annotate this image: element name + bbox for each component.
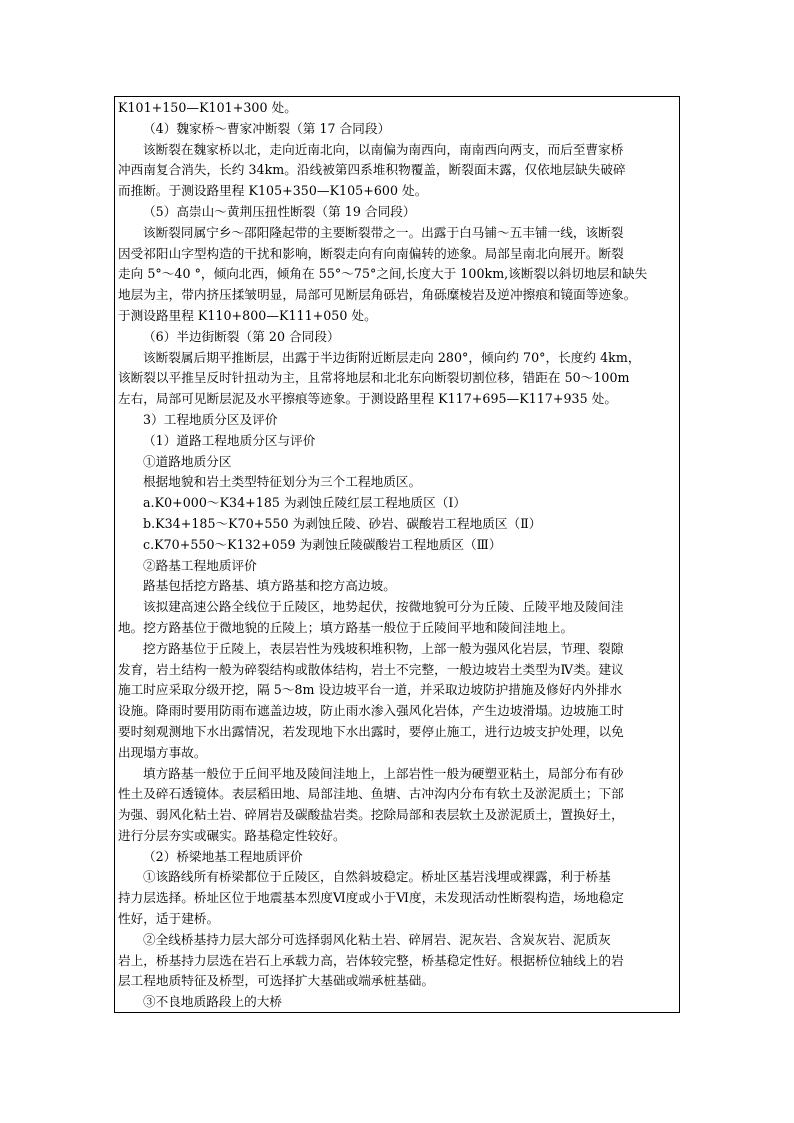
text-line: 冲西南复合消失，长约 34km。沿线被第四系堆积物覆盖，断裂面末露，仅依地层缺失破碎 <box>118 162 626 178</box>
text-line: 3）工程地质分区及评价 <box>143 411 278 427</box>
text-line: 因受祁阳山字型构造的干扰和影响，断裂走向有向南偏转的迹象。局部呈南北向展开。断裂 <box>118 245 624 261</box>
text-line: ③不良地质路段上的大桥 <box>143 994 283 1010</box>
text-line: a.K0+000～K34+185 为剥蚀丘陵红层工程地质区（Ⅰ） <box>143 495 467 511</box>
text-line: c.K70+550～K132+059 为剥蚀丘陵碳酸岩工程地质区（Ⅲ） <box>143 536 502 552</box>
text-line: 岩上，桥基持力层选在岩石上承载力高，岩体较完整，桥基稳定性好。根据桥位轴线上的岩 <box>118 952 624 968</box>
text-line: （1）道路工程地质分区与评价 <box>143 432 316 448</box>
text-line: 于测设路里程 K110+800—K111+050 处。 <box>118 307 377 323</box>
text-line: 层工程地质特征及桥型，可选择扩大基础或端承桩基础。 <box>118 973 435 989</box>
text-line: b.K34+185～K70+550 为剥蚀丘陵、砂岩、碳酸岩工程地质区（Ⅱ） <box>143 515 542 531</box>
text-line: 路基包括挖方路基、填方路基和挖方高边坡。 <box>143 578 396 594</box>
text-line: （5）高崇山～黄荆压扭性断裂（第 19 合同段） <box>143 203 416 219</box>
text-line: ②路基工程地质评价 <box>143 557 257 573</box>
text-line: 地层为主，带内挤压揉皱明显，局部可见断层角砾岩，角砾糜棱岩及逆冲擦痕和镜面等迹象。 <box>118 287 637 303</box>
text-line: 要时刻观测地下水出露情况，若发现地下水出露时，要停止施工，进行边坡支护处理，以免 <box>118 723 624 739</box>
text-line: 出现塌方事故。 <box>118 744 207 760</box>
text-line: 根据地貌和岩土类型特征划分为三个工程地质区。 <box>143 474 422 490</box>
text-line: （4）魏家桥～曹家冲断裂（第 17 合同段） <box>143 120 391 136</box>
text-line: 该断裂同属宁乡～邵阳隆起带的主要断裂带之一。出露于白马铺～五丰铺一线，该断裂 <box>143 224 624 240</box>
text-line: 该断裂以平推呈反时针扭动为主，且常将地层和北北东向断裂切割位移，错距在 50～100m <box>118 370 630 386</box>
text-line: 地。挖方路基位于微地貌的丘陵上；填方路基一般位于丘陵间平地和陵间洼地上。 <box>118 619 574 635</box>
text-line: 该断裂属后期平推断层，出露于半边街附近断层走向 280°，倾向约 70°，长度约 4km， <box>143 349 641 365</box>
document-body <box>118 98 676 1013</box>
text-line: ②全线桥基持力层大部分可选择弱风化粘土岩、碎屑岩、泥灰岩、含炭灰岩、泥质灰 <box>143 931 611 947</box>
text-line: 施工时应采取分级开挖，隔 5～8m 设边坡平台一道，并采取边坡防护措施及修好内外排水 <box>118 682 623 698</box>
text-line: 左右，局部可见断层泥及水平擦痕等迹象。于测设路里程 K117+695—K117+935 处。 <box>118 391 618 407</box>
text-line: 发育，岩土结构一般为碎裂结构或散体结构，岩土不完整，一般边坡岩土类型为Ⅳ类。建议 <box>118 661 624 677</box>
text-line: （2）桥梁地基工程地质评价 <box>143 848 303 864</box>
text-line: 填方路基一般位于丘间平地及陵间洼地上，上部岩性一般为硬塑亚粘土，局部分布有砂 <box>143 765 624 781</box>
text-line: 而推断。于测设路里程 K105+350—K105+600 处。 <box>118 183 428 199</box>
text-line: ①道路地质分区 <box>143 453 232 469</box>
text-line: K101+150—K101+300 处。 <box>118 100 297 115</box>
text-line: 设施。降雨时要用防雨布遮盖边坡，防止雨水渗入强风化岩体，产生边坡滑塌。边坡施工时 <box>118 703 624 719</box>
text-line: 性土及碎石透镜体。表层稻田地、局部洼地、鱼塘、古冲沟内分布有软土及淤泥质土；下部 <box>118 786 624 802</box>
text-line: 为强、弱风化粘土岩、碎屑岩及碳酸盐岩类。挖除局部和表层软土及淤泥质土，置换好土， <box>118 807 624 823</box>
text-line: 走向 5°～40 °，倾向北西，倾角在 55°～75°之间,长度大于 100km,该断裂以斜切地层和缺失 <box>118 266 648 282</box>
text-line: 该断裂在魏家桥以北，走向近南北向，以南偏为南西向，南南西向两支，而后至曹家桥 <box>143 141 624 157</box>
text-line: 挖方路基位于丘陵上，表层岩性为残坡积堆积物，上部一般为强风化岩层，节理、裂隙 <box>143 640 624 656</box>
text-line: 持力层选择。桥址区位于地震基本烈度Ⅵ度或小于Ⅵ度，未发现活动性断裂构造，场地稳定 <box>118 890 624 906</box>
text-line: 该拟建高速公路全线位于丘陵区，地势起伏，按微地貌可分为丘陵、丘陵平地及陵间洼 <box>143 599 624 615</box>
text-line: （6）半边街断裂（第 20 合同段） <box>143 328 340 344</box>
text-line: 性好，适于建桥。 <box>118 911 220 927</box>
text-line: 进行分层夯实或碾实。路基稳定性较好。 <box>118 827 346 843</box>
text-line: ①该路线所有桥梁都位于丘陵区，自然斜坡稳定。桥址区基岩浅埋或裸露，利于桥基 <box>143 869 611 885</box>
